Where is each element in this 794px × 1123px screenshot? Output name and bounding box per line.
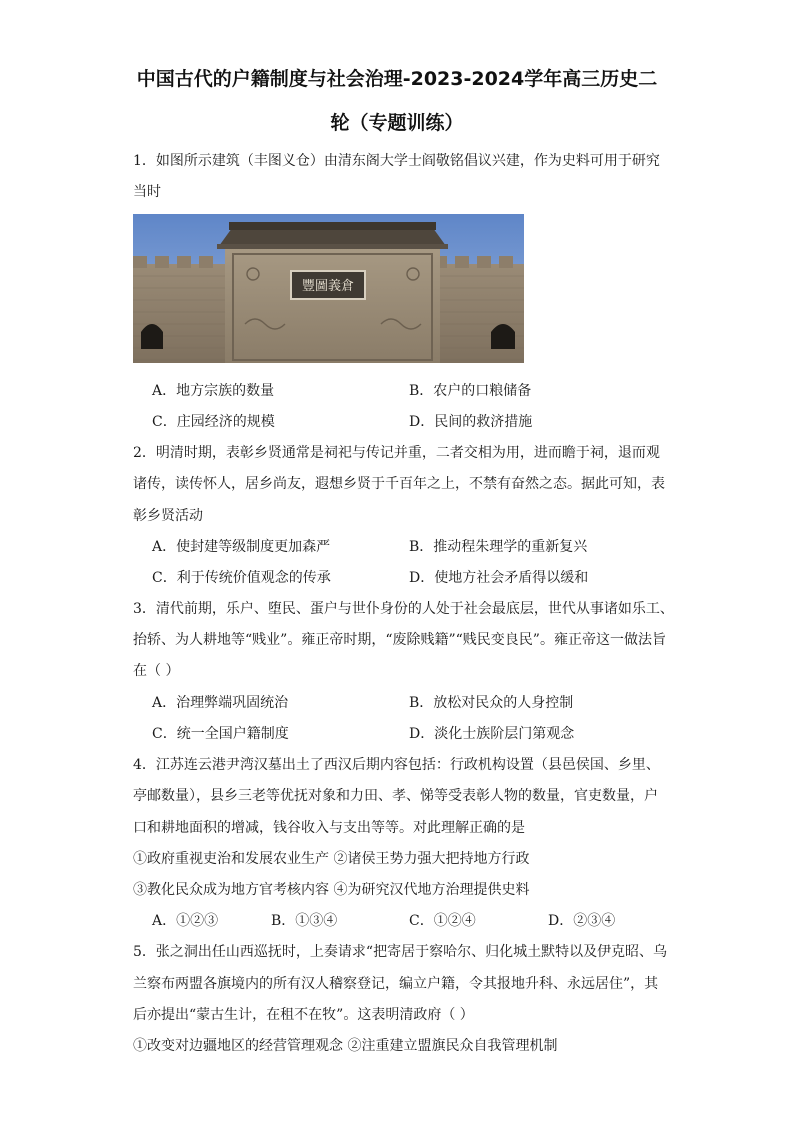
- q1-option-c: C．庄园经济的规模: [152, 414, 275, 430]
- q4-option-b: B．①③④: [271, 913, 338, 929]
- q2-option-c: C．利于传统价值观念的传承: [152, 570, 331, 586]
- document-title-line-1: 中国古代的户籍制度与社会治理-2023-2024学年高三历史二: [136, 68, 658, 90]
- q4-stem-line-1: 4．江苏连云港尹湾汉墓出土了西汉后期内容包括：行政机构设置（县邑侯国、乡里、: [133, 757, 660, 773]
- q1-stem-line-2: 当时: [133, 184, 161, 200]
- q5-items-line-1: ①改变对边疆地区的经营管理观念 ②注重建立盟旗民众自我管理机制: [133, 1038, 558, 1054]
- q3-option-b: B．放松对民众的人身控制: [409, 695, 574, 711]
- q3-stem-line-1: 3．清代前期，乐户、堕民、蛋户与世仆身份的人处于社会最底层，世代从事诸如乐工、: [133, 601, 674, 617]
- q4-items-line-1: ①政府重视吏治和发展农业生产 ②诸侯王势力强大把持地方行政: [133, 851, 530, 867]
- q1-option-b: B．农户的口粮储备: [409, 383, 532, 399]
- q1-option-a: A．地方宗族的数量: [152, 383, 275, 399]
- plaque-text: 豐圖義倉: [301, 279, 355, 294]
- q3-stem-line-3: 在（ ）: [133, 663, 180, 679]
- q2-stem-line-1: 2．明清时期，表彰乡贤通常是祠祀与传记并重，二者交相为用，进而瞻于祠，退而观: [133, 445, 660, 461]
- document-title-line-2: 轮（专题训练）: [330, 112, 464, 134]
- q2-option-a: A．使封建等级制度更加森严: [152, 539, 331, 555]
- q2-option-b: B．推动程朱理学的重新复兴: [409, 539, 588, 555]
- q4-option-a: A．①②③: [152, 913, 219, 929]
- q4-option-d: D．②③④: [548, 913, 616, 929]
- q5-stem-line-3: 后亦提出“蒙古生计，在租不在牧”。这表明清政府（ ）: [133, 1007, 474, 1023]
- granary-photo: [133, 214, 524, 363]
- q3-option-c: C．统一全国户籍制度: [152, 726, 289, 742]
- q4-items-line-2: ③教化民众成为地方官考核内容 ④为研究汉代地方治理提供史料: [133, 882, 530, 898]
- q4-stem-line-3: 口和耕地面积的增减，钱谷收入与支出等等。对此理解正确的是: [133, 820, 525, 836]
- q3-option-d: D．淡化士族阶层门第观念: [409, 726, 575, 742]
- q3-stem-line-2: 抬轿、为人耕地等“贱业”。雍正帝时期，“废除贱籍”“贱民变良民”。雍正帝这一做法旨: [133, 632, 666, 648]
- q2-stem-line-2: 诸传，读传怀人，居乡尚友，遐想乡贤于千百年之上，不禁有奋然之态。据此可知，表: [133, 476, 665, 492]
- q1-option-d: D．民间的救济措施: [409, 414, 533, 430]
- q2-stem-line-3: 彰乡贤活动: [133, 508, 203, 524]
- q4-option-c: C．①②④: [409, 913, 476, 929]
- q3-option-a: A．治理弊端巩固统治: [152, 695, 289, 711]
- q2-option-d: D．使地方社会矛盾得以缓和: [409, 570, 589, 586]
- q5-stem-line-2: 兰察布两盟各旗境内的所有汉人稽察登记，编立户籍，令其报地升科、永远居住”，其: [133, 976, 659, 992]
- q1-stem-line-1: 1．如图所示建筑（丰图义仓）由清东阁大学士阎敬铭倡议兴建，作为史料可用于研究: [133, 153, 660, 169]
- q4-stem-line-2: 亭邮数量），县乡三老等优抚对象和力田、孝、悌等受表彰人物的数量，官吏数量，户: [133, 788, 658, 804]
- q5-stem-line-1: 5．张之洞出任山西巡抚时，上奏请求“把寄居于察哈尔、归化城土默特以及伊克昭、乌: [133, 944, 668, 960]
